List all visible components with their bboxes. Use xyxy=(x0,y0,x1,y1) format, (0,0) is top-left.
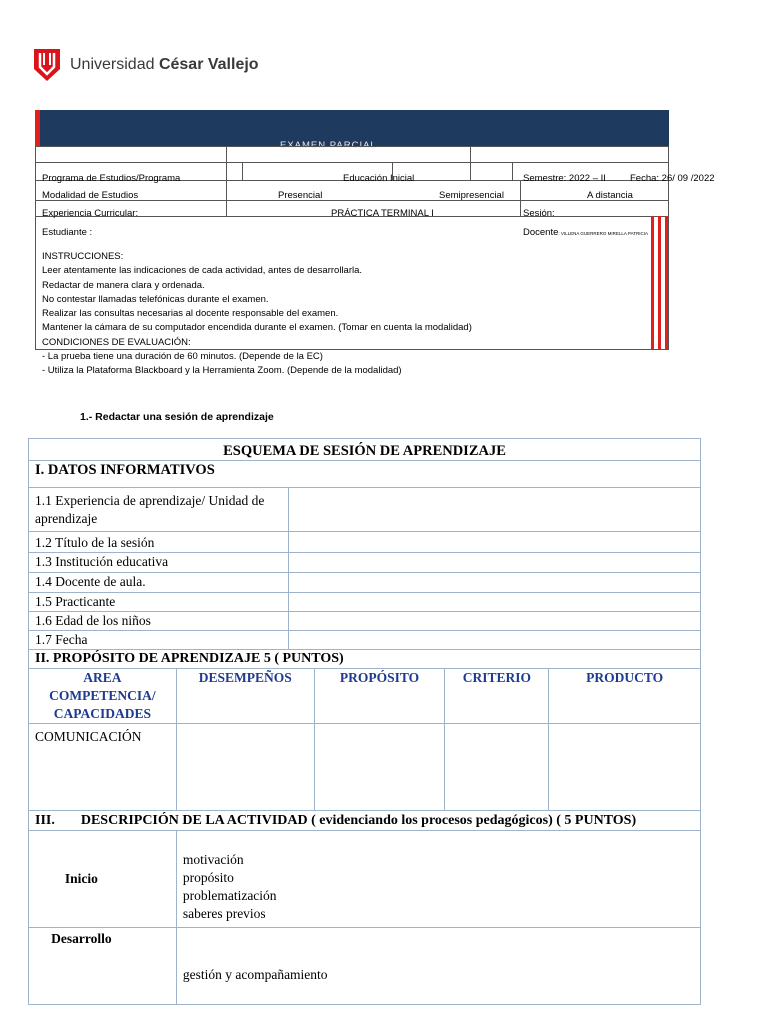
datos-row-value[interactable] xyxy=(288,553,700,573)
esquema-title: ESQUEMA DE SESIÓN DE APRENDIZAJE xyxy=(29,439,701,461)
instruction-line: Mantener la cámara de su computador encendida durante el examen. (Tomar en cuenta la modalidad) xyxy=(42,322,472,334)
experiencia-value: PRÁCTICA TERMINAL I xyxy=(331,208,434,219)
inicio-label: Inicio xyxy=(29,831,177,928)
modalidad-semipresencial: Semipresencial xyxy=(439,190,504,201)
datos-row-label: 1.1 Experiencia de aprendizaje/ Unidad de aprendizaje xyxy=(29,488,289,532)
datos-row-value[interactable] xyxy=(288,488,700,532)
col-header-producto: PRODUCTO xyxy=(549,669,701,724)
datos-row-label: 1.5 Practicante xyxy=(29,593,289,612)
modalidad-presencial: Presencial xyxy=(278,190,323,201)
instructions-block xyxy=(42,250,472,350)
desarrollo-item: gestión y acompañamiento xyxy=(182,967,328,982)
inicio-item: propósito xyxy=(182,870,234,885)
inicio-item: problematización xyxy=(182,888,277,903)
producto-cell[interactable] xyxy=(549,724,701,811)
instruction-line: INSTRUCCIONES: xyxy=(42,251,124,262)
desempenos-cell[interactable] xyxy=(176,724,314,811)
section-2-heading: II. PROPÓSITO DE APRENDIZAJE 5 ( PUNTOS) xyxy=(29,650,701,669)
semestre-field: Semestre: 2022 – II xyxy=(523,173,606,184)
section-3-heading: III. DESCRIPCIÓN DE LA ACTIVIDAD ( evidenciando los procesos pedagógicos) ( 5 PUNTOS) xyxy=(29,811,701,831)
datos-row-value[interactable] xyxy=(288,532,700,553)
programa-value: Educación Inicial xyxy=(343,173,415,184)
criterio-cell[interactable] xyxy=(445,724,549,811)
desarrollo-content[interactable] xyxy=(176,928,700,1005)
proposito-cell[interactable] xyxy=(314,724,445,811)
datos-row-label: 1.4 Docente de aula. xyxy=(29,573,289,593)
datos-row-label: 1.6 Edad de los niños xyxy=(29,612,289,631)
instruction-line: Redactar de manera clara y ordenada. xyxy=(42,279,205,291)
inicio-item: saberes previos xyxy=(182,906,266,921)
experiencia-label: Experiencia Curricular: xyxy=(42,208,139,219)
modalidad-distancia: A distancia xyxy=(587,190,633,201)
fecha-field: Fecha: 26/ 09 /2022 xyxy=(630,173,715,184)
ucv-shield-icon xyxy=(34,49,60,81)
estudiante-label: Estudiante : xyxy=(42,227,93,238)
university-name: Universidad César Vallejo xyxy=(70,56,259,73)
programa-label: Programa de Estudios/Programa xyxy=(42,173,181,184)
condition-line: - Utiliza la Plataforma Blackboard y la Herramienta Zoom. (Depende de la modalidad) xyxy=(42,365,402,377)
col-header-proposito: PROPÓSITO xyxy=(314,669,445,724)
condition-line: - La prueba tiene una duración de 60 minutos. (Depende de la EC) xyxy=(42,351,323,362)
col-header-area: AREA COMPETENCIA/ CAPACIDADES xyxy=(29,669,177,724)
banner-accent xyxy=(35,110,40,146)
instruction-line: No contestar llamadas telefónicas durante el examen. xyxy=(42,293,269,305)
datos-row-label: 1.7 Fecha xyxy=(29,631,289,650)
instruction-line: Leer atentamente las indicaciones de cada actividad, antes de desarrollarla. xyxy=(42,265,363,277)
question-1: 1.- Redactar una sesión de aprendizaje xyxy=(80,411,274,423)
col-header-desempenos: DESEMPEÑOS xyxy=(176,669,314,724)
docente-field: Docente: VILLENA GUERRERO MIRELLA PATRICIA xyxy=(523,227,648,238)
datos-row-value[interactable] xyxy=(288,612,700,631)
desarrollo-label: Desarrollo xyxy=(29,928,177,1005)
datos-row-value[interactable] xyxy=(288,631,700,650)
datos-row-label: 1.2 Título de la sesión xyxy=(29,532,289,553)
datos-row-label: 1.3 Institución educativa xyxy=(29,553,289,573)
instruction-line: Realizar las consultas necesarias al docente responsable del examen. xyxy=(42,308,339,320)
section-1-heading: I. DATOS INFORMATIVOS xyxy=(29,461,701,488)
modalidad-label: Modalidad de Estudios xyxy=(42,190,139,201)
area-cell: COMUNICACIÓN xyxy=(29,724,177,811)
sesion-label: Sesión: xyxy=(523,208,555,219)
conditions-block xyxy=(42,350,402,379)
datos-row-value[interactable] xyxy=(288,573,700,593)
inicio-content[interactable] xyxy=(176,831,700,928)
datos-row-value[interactable] xyxy=(288,593,700,612)
inicio-item: motivación xyxy=(182,852,244,867)
instruction-line: CONDICIONES DE EVALUACIÓN: xyxy=(42,336,191,348)
esquema-table xyxy=(28,438,701,1005)
university-logo xyxy=(34,48,259,82)
col-header-criterio: CRITERIO xyxy=(445,669,549,724)
